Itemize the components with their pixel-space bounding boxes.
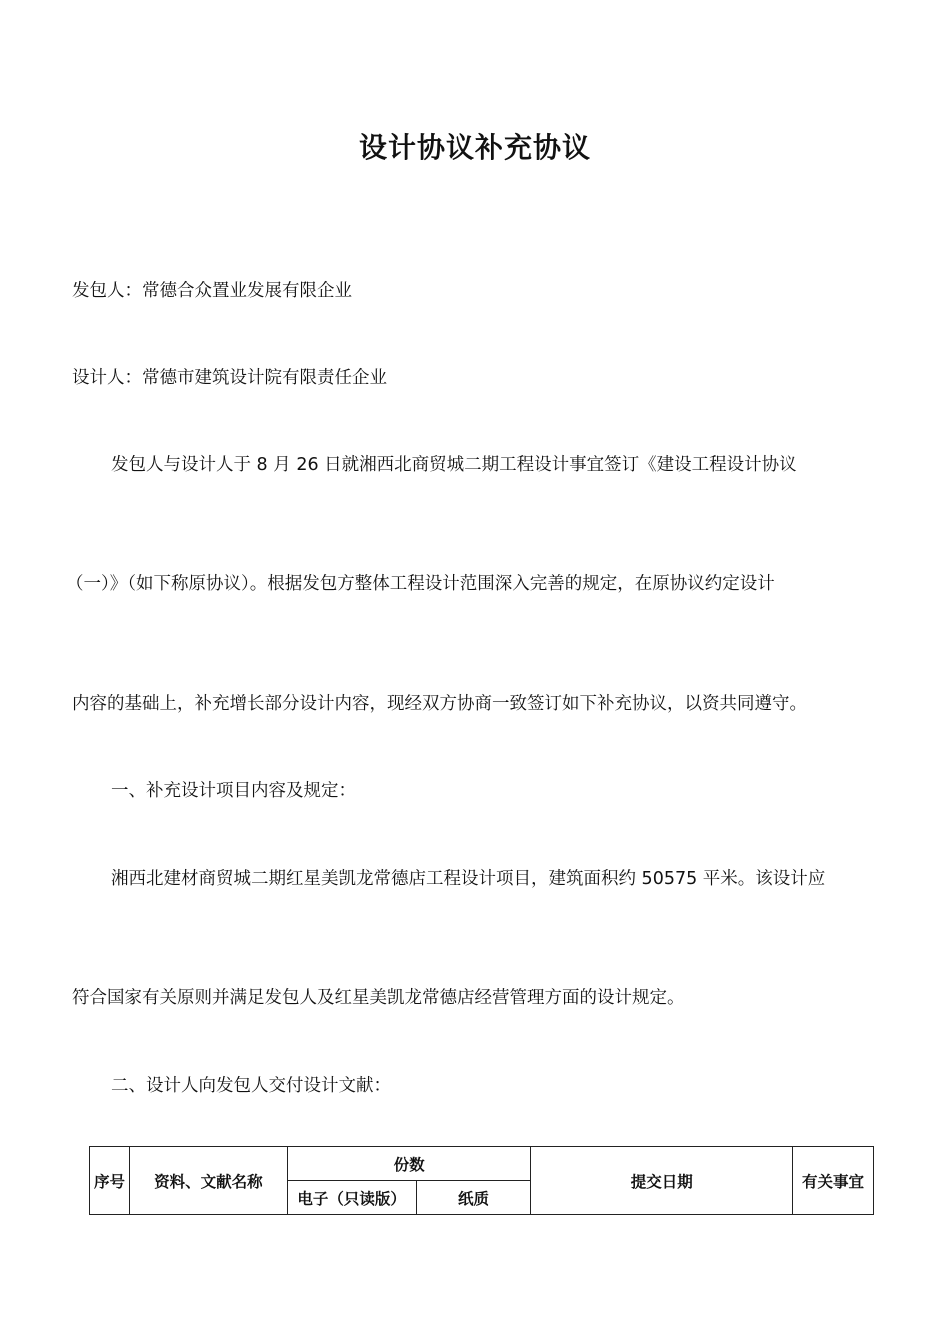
table-header-row (90, 1147, 874, 1181)
intro-paragraph-line-3: 内容的基础上，补充增长部分设计内容，现经双方协商一致签订如下补充协议，以资共同遵守。 (72, 694, 807, 714)
section-1-line-1: 湘西北建材商贸城二期红星美凯龙常德店工程设计项目，建筑面积约 50575 平米。该设计应 (111, 869, 826, 889)
header-copies: 份数 (287, 1147, 531, 1181)
employer-line: 发包人：常德合众置业发展有限企业 (72, 281, 352, 301)
intro-paragraph-line-2: （一）》（如下称原协议）。根据发包方整体工程设计范围深入完善的规定，在原协议约定设计 (66, 574, 775, 594)
section-1-line-2: 符合国家有关原则并满足发包人及红星美凯龙常德店经营管理方面的设计规定。 (72, 988, 685, 1008)
section-2-heading: 二、设计人向发包人交付设计文献： (111, 1076, 391, 1096)
header-remarks: 有关事宜 (793, 1147, 874, 1215)
section-1-heading: 一、补充设计项目内容及规定： (111, 781, 356, 801)
deliverables-table (89, 1146, 874, 1215)
header-electronic-copies: 电子（只读版） (287, 1181, 416, 1215)
header-submission-date: 提交日期 (531, 1147, 793, 1215)
header-document-name: 资料、文献名称 (129, 1147, 287, 1215)
header-paper-copies: 纸质 (416, 1181, 531, 1215)
document-title: 设计协议补充协议 (358, 131, 591, 164)
designer-line: 设计人：常德市建筑设计院有限责任企业 (72, 368, 387, 388)
intro-paragraph-line-1: 发包人与设计人于 8 月 26 日就湘西北商贸城二期工程设计事宜签订《建设工程设计协议 (111, 455, 797, 475)
header-seq: 序号 (90, 1147, 130, 1215)
